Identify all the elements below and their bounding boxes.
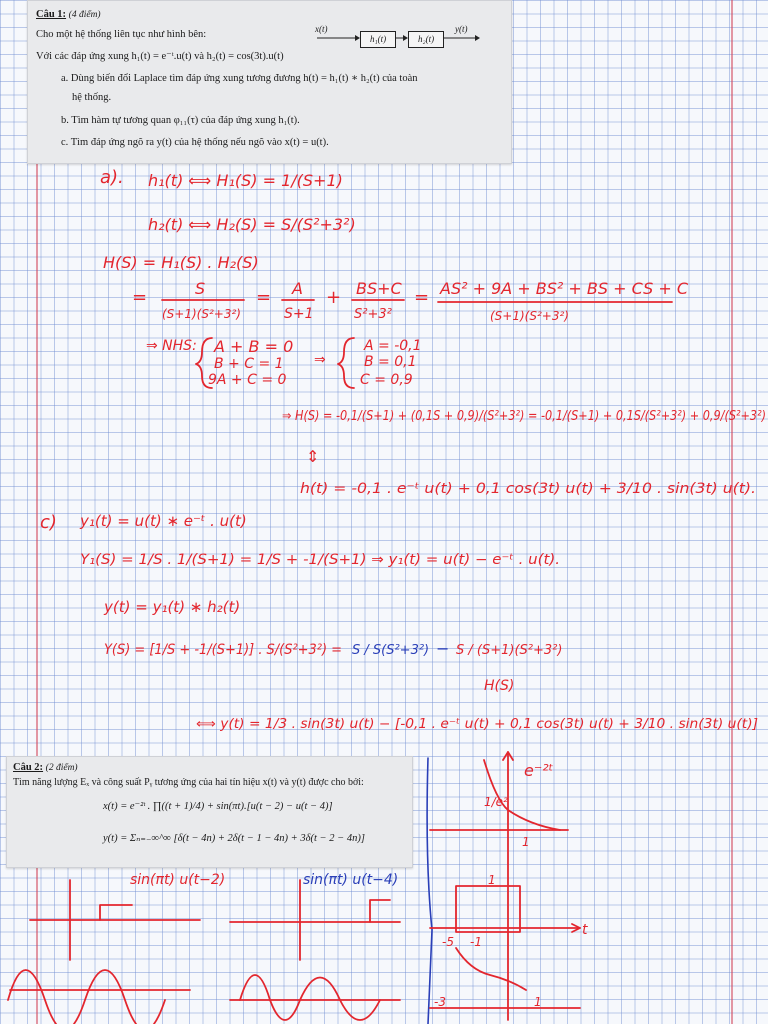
hw-blue-minus: − [436,639,450,658]
hw-frac3-den: S²+3² [354,307,392,322]
hw-plot-decay [456,948,526,990]
hw-plot-one-b: 1 [488,873,496,887]
hw-sys-eq3: 9A + C = 0 [208,372,287,388]
hw-line-h2: h₂(t) ⟺ H₂(S) = S/(S²+3²) [148,215,356,234]
hw-plot-exp-label: e⁻²ᵗ [524,761,554,780]
hw-line-y1: y₁(t) = u(t) ∗ e⁻ᵗ . u(t) [80,512,247,530]
hw-sketch2-sine [240,975,380,1020]
diagram-input-label: x(t) [315,24,328,34]
hw-frac2-den: S+1 [284,306,314,322]
question2-points: (2 điểm) [45,763,78,773]
hw-plot-minus3: -3 [434,995,446,1009]
question1-title: Câu 1: [36,9,67,20]
hw-sol-brace [338,338,354,388]
hw-sol-c: C = 0,9 [360,372,413,388]
hw-line-y: y(t) = y₁(t) ∗ h₂(t) [104,598,241,616]
hw-line-ht: h(t) = -0,1 . e⁻ᵗ u(t) + 0,1 cos(3t) u(t) + 3/10 . sin(3t) u(t). [300,481,756,497]
hw-part-a-label: a). [100,167,124,188]
hw-plot-half-label: 1/e² [484,795,508,809]
hw-sol-b: B = 0,1 [364,354,417,370]
hw-sol-a: A = -0,1 [364,338,422,354]
hw-frac1-num: S [195,279,206,298]
question1-part-a-cont: hệ thống. [72,92,112,103]
hw-hs-note: H(S) [484,678,515,694]
question1-part-a: a. Dùng biến đổi Laplace tìm đáp ứng xung tương đương h(t) = h₁(t) ∗ h₂(t) của toàn [61,73,418,84]
question1-given: Với các đáp ứng xung h₁(t) = e⁻ᵗ.u(t) và h₂(t) = cos(3t).u(t) [36,51,284,62]
hw-plot-one-c: 1 [534,995,542,1009]
question2-eq-y: y(t) = Σₙ₌₋∞^∞ [δ(t − 4n) + 2δ(t − 1 − 4n) + 3δ(t − 2 − 4n)] [103,833,365,844]
hw-line-y1s: Y₁(S) = 1/S . 1/(S+1) = 1/S + -1/(S+1) ⇒ y₁(t) = u(t) − e⁻ᵗ . u(t). [80,552,560,568]
hw-eq-sign: = [132,287,148,308]
hw-sketch2-step [370,900,390,922]
hw-frac4-num: AS² + 9A + BS² + BS + CS + C [440,279,689,298]
hw-sketch1-sine [8,970,165,1024]
hw-line-hs-split: ⇒ H(S) = -0,1/(S+1) + (0,1S + 0,9)/(S²+3²) = -0,1/(S+1) + 0,1S/(S²+3²) + 0,9/(S²+3²) [282,409,766,424]
hw-frac2-num: A [292,279,303,298]
hw-frac1-den: (S+1)(S²+3²) [162,307,241,321]
question2-intro: Tìm năng lượng Eₓ và công suất Pᵧ tương ứng của hai tín hiệu x(t) và y(t) được cho bởi: [13,777,364,788]
hw-sys-eq2: B + C = 1 [214,356,284,372]
hw-line-y-final: ⟺ y(t) = 1/3 . sin(3t) u(t) − [-0,1 . e⁻ᵗ u(t) + 0,1 cos(3t) u(t) + 3/10 . sin(3t) u(t)] [196,717,758,732]
question1-intro: Cho một hệ thống liên tục như hình bên: [36,29,207,40]
diagram-output-label: y(t) [455,24,468,34]
hw-eq-sign-2: = [256,287,272,308]
diagram-block-h2: h₂(t) [408,31,444,48]
hw-plot-minus5: -5 [442,935,454,949]
question1-part-b: b. Tìm hàm tự tương quan φ₁₁(τ) của đáp ứng xung h₁(t). [61,115,300,126]
hw-line-h1: h₁(t) ⟺ H₁(S) = 1/(S+1) [148,171,343,190]
question2-title: Câu 2: [13,762,44,773]
hw-sketch1-label: sin(πt) u(t−2) [130,872,226,888]
hw-implies: ⇒ [314,352,326,368]
hw-sketch2-label: sin(πt) u(t−4) [303,872,399,888]
hw-red-fraction: S / (S+1)(S²+3²) [456,643,563,658]
hw-blue-fraction: S / S(S²+3²) [352,643,430,658]
hw-line-ys: Y(S) = [1/S + -1/(S+1)] . S/(S²+3²) = [104,642,342,658]
hw-plot-one-label: 1 [522,835,530,849]
hw-sys-label: ⇒ NHS: [146,338,197,354]
hw-sys-eq1: A + B = 0 [214,337,294,356]
hw-part-c-label: c) [40,512,57,533]
question1-points: (4 điểm) [68,10,101,20]
hw-plot-t-label: t [582,922,588,938]
hw-inverse-arrow: ⇕ [306,447,320,466]
hw-line-hs: H(S) = H₁(S) . H₂(S) [103,253,259,272]
hw-blue-divider [427,758,432,1024]
hw-plot-minus1: -1 [470,935,482,949]
hw-sketch1-step [100,905,132,920]
hw-frac4-den: (S+1)(S²+3²) [490,309,569,323]
diagram-block-h1: h₁(t) [360,31,396,48]
hw-plot-rect [456,886,520,932]
hw-eq-sign-3: = [414,287,430,308]
hw-plus-sign: + [326,287,342,308]
hw-frac3-num: BS+C [356,279,402,298]
question1-part-c: c. Tìm đáp ứng ngõ ra y(t) của hệ thống nếu ngõ vào x(t) = u(t). [61,137,329,148]
question2-eq-x: x(t) = e⁻²ᵗ . ∏((t + 1)/4) + sin(πt).[u(t − 2) − u(t − 4)] [103,801,333,812]
